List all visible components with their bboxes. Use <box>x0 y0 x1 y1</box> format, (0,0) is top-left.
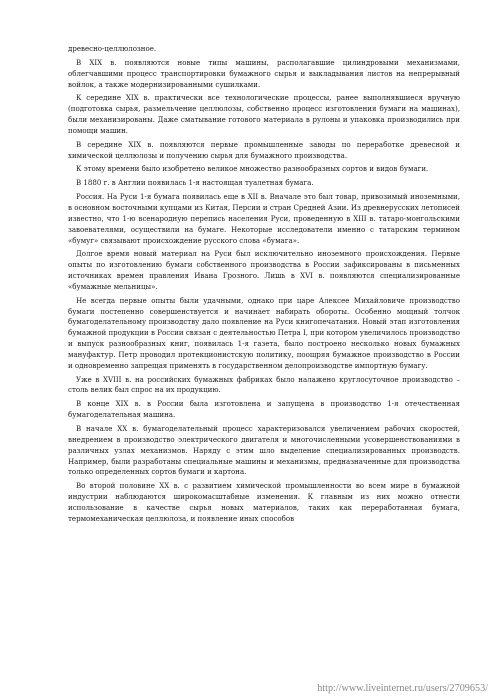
paragraph: К середине XIX в. практически все технологические процессы, ранее выполнявшиеся вручную (подготовка сырья, размельчение целлюлозы, собственно процесс изготовления бумаги на машинах), были механизированы. Даже сматывание готового материала в рулоны и упаковка производились при помощи машин. <box>68 93 460 135</box>
paragraph: К этому времени было изобретено великое множество разнообразных сортов и видов бумаги. <box>76 164 429 174</box>
watermark-url: http://www.liveinternet.ru/users/2709653/ <box>317 683 488 694</box>
document-page <box>68 44 460 528</box>
paragraph: В середине XIX в. появляются первые промышленные заводы по переработке древесной и химической целлюлозы и получению сырья для бумажного производства. <box>68 139 460 160</box>
paragraph: Не всегда первые опыты были удачными, однако при царе Алексее Михайловиче производство бумаги постепенно совершенствуется и начинает набирать обороты. Особенно мощный толчок бумагоделательному производству дало появление на Руси книгопечатания. Новый этап изготовления бумажной продукции в России связан с деятельностью Петра I, при котором увеличилось производство и выпуск разнообразных книг, появилась 1-я газета, было построено несколько новых бумажных мануфактур. Петр проводил протекционистскую политику, поощряя бумажное производство в России и одновременно запрещая применять в государственном делопроизводстве импортную бумагу. <box>68 295 460 370</box>
paragraph: Во второй половине XX в. с развитием химической промышленности во всем мире в бумажной индустрии наблюдаются широкомасштабные изменения. К главным из них можно отнести использование в качестве сырья новых материалов, таких как переработанная бумага, термомеханическая целлюлоза, и появление иных способов <box>68 481 460 523</box>
paragraph: Уже в XVIII в. на российских бумажных фабриках было налажено круглосуточное производство – столь велик был спрос на их продукцию. <box>68 374 460 395</box>
paragraph: В 1880 г. в Англии появилась 1-я настоящая туалетная бумага. <box>76 178 314 188</box>
paragraph: Долгое время новый материал на Руси был исключительно иноземного происхождения. Первые опыты по изготовлению бумаги собственного производства в России зафиксированы в письменных источниках времен правления Ивана Грозного. Лишь в XVI в. появляются специализированные «бумажные мельницы». <box>68 249 460 291</box>
paragraph: древесно-целлюлозное. <box>68 44 157 53</box>
paragraph: В конце XIX в. в России была изготовлена и запущена в производство 1-я отечественная бумагоделательная машина. <box>68 399 460 420</box>
paragraph: В XIX в. появляются новые типы машины, располагавшие цилиндровыми механизмами, облегчавшими процесс транспортировки бумажного сырья и выкладывания листов на непрерывный войлок, а также модернизированными сушилками. <box>68 57 460 89</box>
paragraph: Россия. На Руси 1-я бумага появилась еще в XII в. Вначале это был товар, привозимый иноземными, в основном восточными купцами из Китая, Персии и стран Средней Азии. Из древнерусских летописей известно, что 1-ю всенародную перепись населения Руси, проведенную в XIII в. татаро-монгольскими завоевателями, осуществили на бумаге. Некоторые исследователи именно с татарским термином «бумуг» связывают происхождение русского слова «бумага». <box>68 192 460 245</box>
paragraph: В начале XX в. бумагоделательный процесс характеризовался увеличением рабочих скоростей, внедрением в производство электрического двигателя и многочисленными усовершенствованиями в различных узлах механизмов. Наряду с этим шло выделение специализированных производств. Например, были разработаны специальные машины и механизмы, предназначенные для производства только определенных сортов бумаги и картона. <box>68 424 460 477</box>
